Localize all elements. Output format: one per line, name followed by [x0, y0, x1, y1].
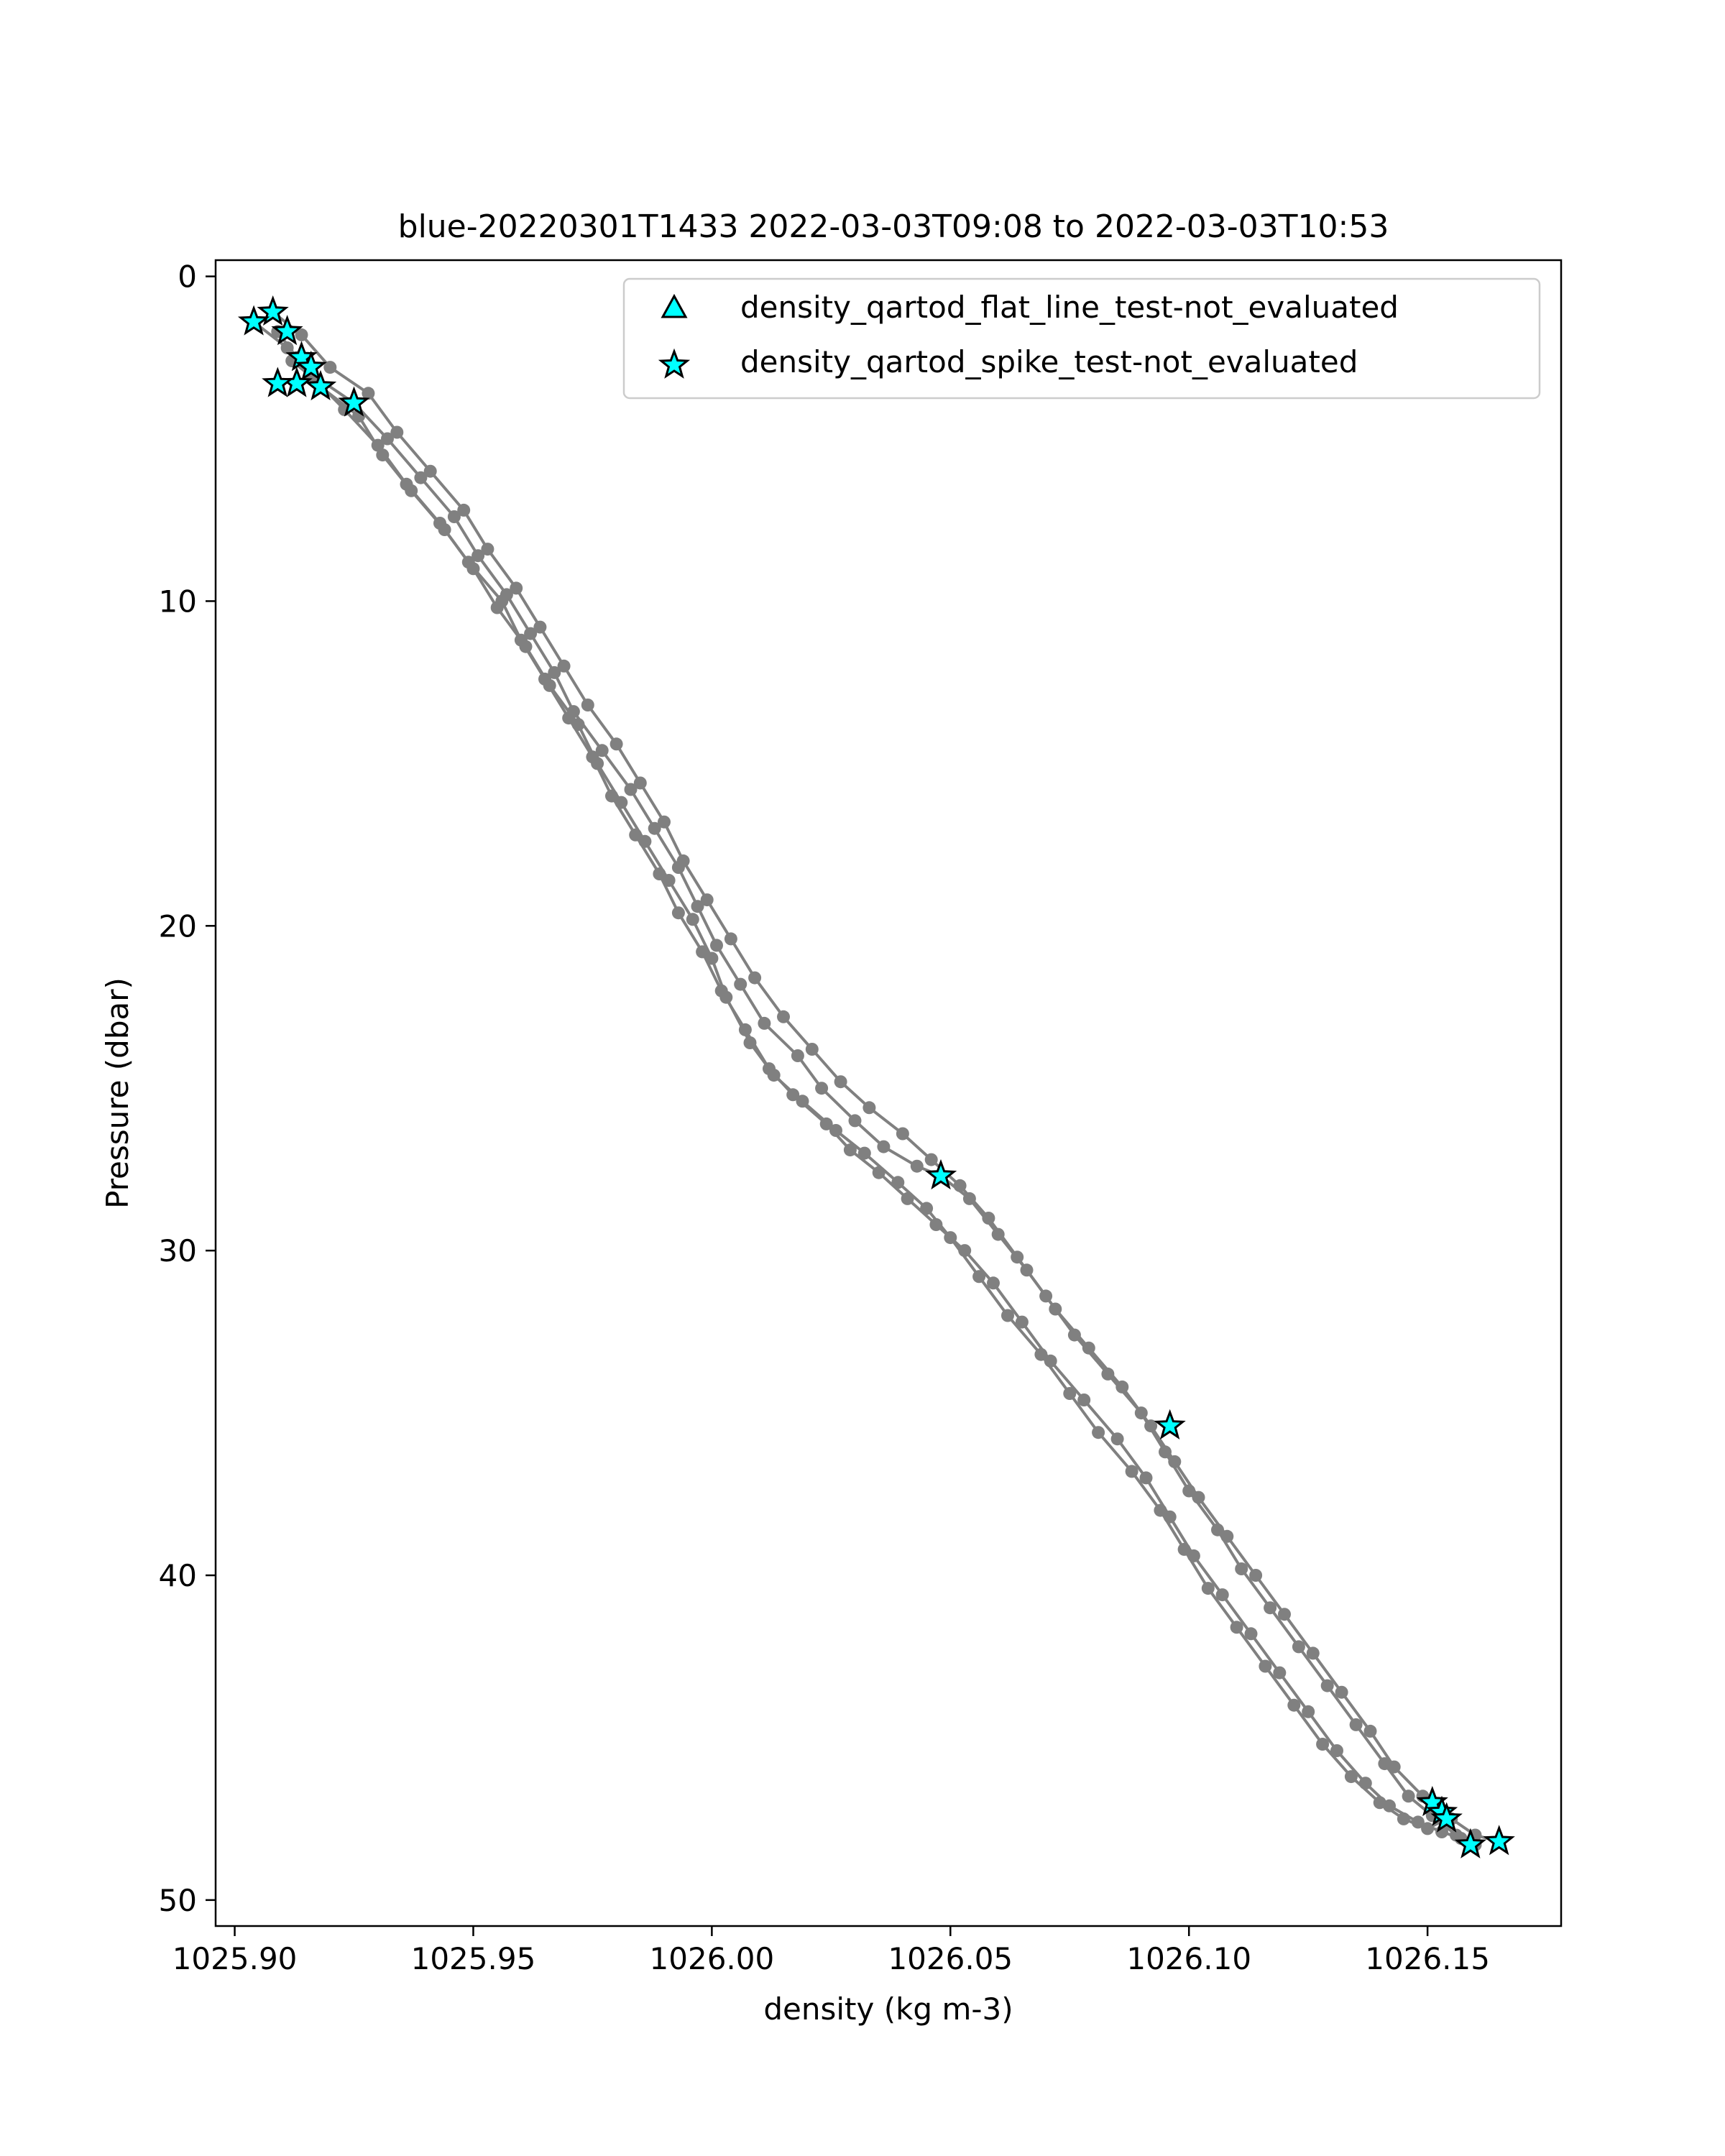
profile-point: [462, 556, 475, 568]
profile-point: [896, 1128, 909, 1141]
profile-point: [777, 1010, 790, 1023]
x-axis: [172, 1926, 1490, 1976]
y-axis: [159, 259, 216, 1918]
x-axis-label: density (kg m-3): [763, 1991, 1013, 2027]
profile-point: [1077, 1393, 1090, 1406]
profile-point: [806, 1043, 819, 1056]
profile-point: [581, 699, 594, 711]
profile-point: [390, 426, 403, 439]
profile-point: [1273, 1667, 1286, 1680]
y-tick-label: 40: [158, 1558, 197, 1593]
profile-point: [958, 1244, 971, 1257]
plot-area: [241, 298, 1512, 1856]
profile-point: [538, 673, 551, 686]
profile-point: [1412, 1815, 1425, 1828]
profile-point: [748, 972, 761, 985]
y-tick-label: 30: [158, 1233, 197, 1269]
x-tick-label: 1026.15: [1365, 1941, 1490, 1976]
profile-point: [400, 478, 413, 491]
profile-point: [495, 594, 508, 607]
axes-frame: [216, 260, 1561, 1926]
profile-point: [696, 945, 709, 958]
profile-point: [1211, 1524, 1224, 1537]
profile-point: [1011, 1250, 1024, 1263]
profile-point: [658, 816, 671, 829]
profile-point: [1159, 1445, 1172, 1458]
x-tick-label: 1026.00: [649, 1941, 775, 1976]
profile-point: [911, 1160, 924, 1173]
profile-point: [1402, 1789, 1415, 1802]
profile-point: [629, 829, 642, 842]
profile-point: [510, 581, 523, 594]
y-tick-label: 20: [158, 908, 197, 944]
profile-point: [1182, 1485, 1195, 1498]
profile-point: [815, 1082, 828, 1095]
profile-point: [710, 939, 723, 952]
profile-point: [1044, 1355, 1057, 1368]
profile-point: [1135, 1406, 1148, 1419]
profile-point: [1140, 1471, 1153, 1484]
profile-point: [1292, 1640, 1305, 1653]
y-tick-label: 10: [158, 584, 197, 619]
profile-point: [1350, 1718, 1363, 1731]
x-tick-label: 1026.05: [888, 1941, 1013, 1976]
profile-point: [873, 1166, 886, 1179]
profile-point: [686, 913, 699, 926]
profile-point: [1321, 1680, 1334, 1692]
y-axis-label: Pressure (dbar): [100, 977, 135, 1209]
profile-point: [758, 1017, 770, 1030]
profile-point: [1383, 1800, 1396, 1812]
profile-point: [1378, 1757, 1391, 1770]
profile-point: [481, 543, 494, 556]
x-tick-label: 1026.10: [1126, 1941, 1252, 1976]
profile-point: [954, 1179, 967, 1192]
profile-point: [901, 1192, 914, 1205]
profile-point: [1359, 1777, 1372, 1789]
profile-point: [1187, 1549, 1200, 1562]
spike-test-star-marker: [1486, 1828, 1512, 1853]
profile-point: [763, 1062, 776, 1075]
profile-point: [457, 504, 470, 517]
profile-point: [677, 854, 690, 867]
profile-point: [877, 1141, 890, 1153]
profile-point: [1216, 1588, 1229, 1601]
profile-point: [1235, 1562, 1248, 1575]
profile-point: [653, 867, 666, 880]
profile-point: [372, 439, 385, 452]
profile-point: [844, 1143, 857, 1156]
profile-point: [1092, 1426, 1105, 1439]
profile-point: [724, 932, 737, 945]
x-tick-label: 1025.90: [172, 1941, 298, 1976]
profile-point: [929, 1218, 942, 1231]
profile-point: [791, 1049, 804, 1062]
profile-point: [1101, 1368, 1114, 1381]
x-tick-label: 1025.95: [410, 1941, 536, 1976]
profile-point: [1330, 1744, 1343, 1757]
profile-point: [1068, 1329, 1081, 1342]
profile-point: [849, 1114, 862, 1127]
legend-label-flat-line: density_qartod_flat_line_test-not_evaluated: [740, 290, 1399, 325]
profile-point: [424, 465, 437, 478]
profile-point: [834, 1075, 847, 1088]
profile-1: [247, 315, 1506, 1848]
profile-line: [254, 322, 1499, 1842]
profile-point: [558, 660, 571, 673]
profile-point: [1111, 1432, 1124, 1445]
profile-point: [1302, 1705, 1315, 1718]
spike-test-star-marker: [1157, 1412, 1183, 1437]
legend-label-spike: density_qartod_spike_test-not_evaluated: [740, 344, 1358, 379]
profile-point: [820, 1118, 833, 1130]
chart-title: blue-20220301T1433 2022-03-03T09:08 to 2022-03-03T10:53: [397, 208, 1389, 245]
profile-point: [533, 621, 546, 634]
profile-point: [610, 737, 623, 750]
profile-point: [1016, 1316, 1029, 1329]
profile-point: [1039, 1289, 1052, 1302]
legend: [624, 279, 1540, 398]
profile-point: [605, 790, 618, 803]
spike-test-star-marker: [264, 370, 290, 395]
profile-point: [862, 1101, 875, 1114]
profile-point: [1264, 1601, 1276, 1614]
profile-point: [562, 711, 575, 724]
profile-point: [982, 1212, 995, 1225]
profile-point: [734, 978, 747, 991]
profile-point: [739, 1023, 752, 1036]
profile-point: [987, 1276, 1000, 1289]
profile-point: [701, 893, 714, 906]
profile-point: [715, 985, 728, 998]
profile-point: [925, 1153, 938, 1166]
profile-point: [672, 906, 685, 919]
y-tick-label: 50: [158, 1882, 197, 1918]
profile-point: [786, 1088, 799, 1101]
profile-point: [634, 777, 647, 790]
profile-point: [433, 517, 446, 530]
profile-point: [1164, 1511, 1177, 1524]
y-tick-label: 0: [178, 259, 197, 295]
profile-point: [586, 750, 599, 763]
profile-point: [515, 634, 528, 647]
profile-point: [1245, 1627, 1258, 1640]
